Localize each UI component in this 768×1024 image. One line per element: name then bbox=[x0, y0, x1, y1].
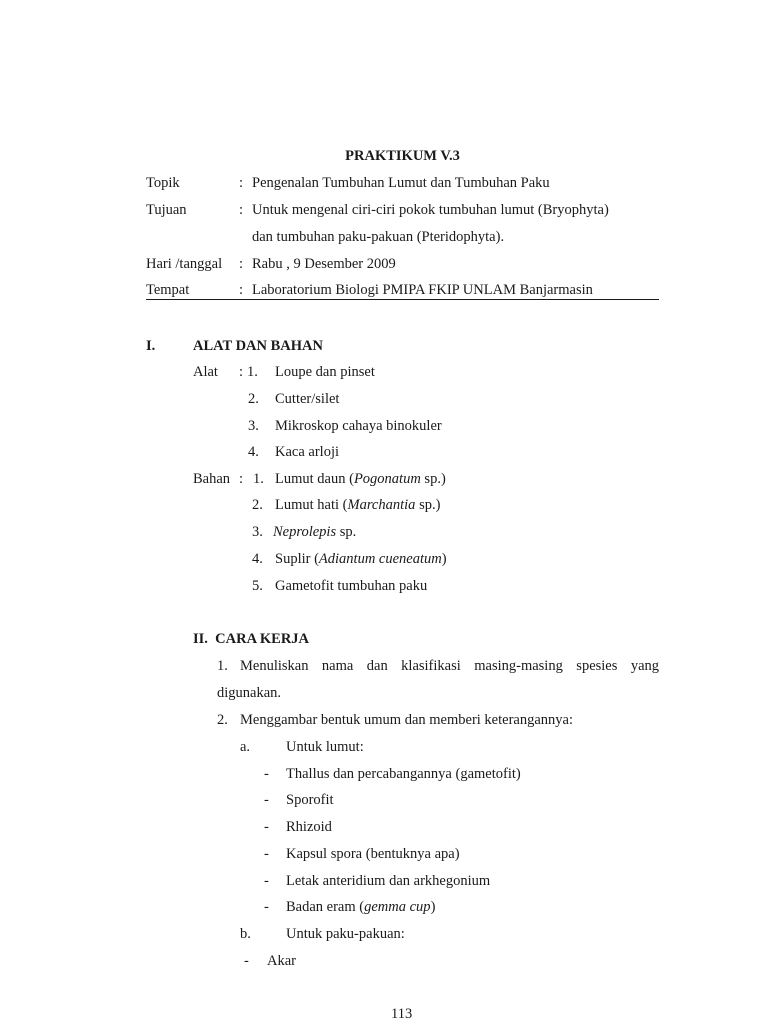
bullet-dash: - bbox=[264, 846, 269, 862]
alat-colon: : bbox=[239, 364, 244, 380]
topik-colon: : bbox=[239, 175, 244, 191]
tujuan-colon: : bbox=[239, 202, 244, 218]
bahan-item: Suplir (Adiantum cueneatum) bbox=[275, 551, 447, 567]
bahan-item: Gametofit tumbuhan paku bbox=[275, 578, 428, 594]
alat-item: Mikroskop cahaya binokuler bbox=[275, 418, 442, 434]
section2-title: II. CARA KERJA bbox=[193, 631, 310, 647]
bullet-dash: - bbox=[264, 873, 269, 889]
bahan-item: Lumut hati (Marchantia sp.) bbox=[275, 497, 441, 513]
tujuan-label: Tujuan bbox=[146, 202, 187, 218]
section1-number: I. bbox=[146, 338, 156, 354]
bahan-item-num: 4. bbox=[252, 551, 263, 567]
page-number: 113 bbox=[391, 1006, 413, 1022]
bahan-item: Neprolepis sp. bbox=[273, 524, 357, 540]
tempat-colon: : bbox=[239, 282, 244, 298]
bullet-dash: - bbox=[264, 792, 269, 808]
bahan-item-num: 3. bbox=[252, 524, 263, 540]
tempat-label: Tempat bbox=[146, 282, 190, 298]
step2-number: 2. bbox=[217, 712, 228, 728]
bahan-item-num: 1. bbox=[253, 471, 264, 487]
paku-item: Akar bbox=[267, 953, 296, 969]
bahan-item-num: 5. bbox=[252, 578, 263, 594]
substep-b-text: Untuk paku-pakuan: bbox=[286, 926, 405, 942]
bahan-label: Bahan bbox=[193, 471, 231, 487]
topik-label: Topik bbox=[146, 175, 180, 191]
alat-item: Kaca arloji bbox=[275, 444, 340, 460]
alat-label: Alat bbox=[193, 364, 218, 380]
hari-colon: : bbox=[239, 256, 244, 272]
alat-item: Cutter/silet bbox=[275, 391, 340, 407]
step1-text: Menuliskan nama dan klasifikasi masing-masing spesies yang bbox=[240, 658, 660, 674]
bullet-dash: - bbox=[264, 766, 269, 782]
section1-title: ALAT DAN BAHAN bbox=[193, 338, 323, 354]
alat-item-num: 1. bbox=[247, 364, 258, 380]
topik-value: Pengenalan Tumbuhan Lumut dan Tumbuhan Paku bbox=[252, 175, 550, 191]
bahan-item-num: 2. bbox=[252, 497, 263, 513]
hari-label: Hari /tanggal bbox=[146, 256, 223, 272]
lumut-item: Sporofit bbox=[286, 792, 334, 808]
alat-item: Loupe dan pinset bbox=[275, 364, 375, 380]
step1-text-continued: digunakan. bbox=[217, 685, 282, 701]
bullet-dash: - bbox=[264, 819, 269, 835]
substep-b-label: b. bbox=[240, 926, 251, 942]
substep-a-text: Untuk lumut: bbox=[286, 739, 364, 755]
hari-value: Rabu , 9 Desember 2009 bbox=[252, 256, 396, 272]
bullet-dash: - bbox=[264, 899, 269, 915]
tujuan-value-line1: Untuk mengenal ciri-ciri pokok tumbuhan lumut (Bryophyta) bbox=[252, 202, 609, 218]
alat-item-num: 2. bbox=[248, 391, 259, 407]
document-title: PRAKTIKUM V.3 bbox=[345, 148, 460, 164]
bahan-colon: : bbox=[239, 471, 244, 487]
step2-text: Menggambar bentuk umum dan memberi keterangannya: bbox=[240, 712, 573, 728]
step1-number: 1. bbox=[217, 658, 228, 674]
alat-item-num: 4. bbox=[248, 444, 259, 460]
substep-a-label: a. bbox=[240, 739, 251, 755]
header-divider bbox=[146, 299, 659, 300]
alat-item-num: 3. bbox=[248, 418, 259, 434]
bullet-dash: - bbox=[244, 953, 249, 969]
tujuan-value-line2: dan tumbuhan paku-pakuan (Pteridophyta). bbox=[252, 229, 505, 245]
bahan-item: Lumut daun (Pogonatum sp.) bbox=[275, 471, 446, 487]
lumut-item: Letak anteridium dan arkhegonium bbox=[286, 873, 491, 889]
lumut-item: Kapsul spora (bentuknya apa) bbox=[286, 846, 460, 862]
tempat-value: Laboratorium Biologi PMIPA FKIP UNLAM Banjarmasin bbox=[252, 282, 593, 298]
lumut-item: Badan eram (gemma cup) bbox=[286, 899, 436, 915]
lumut-item: Thallus dan percabangannya (gametofit) bbox=[286, 766, 521, 782]
lumut-item: Rhizoid bbox=[286, 819, 332, 835]
